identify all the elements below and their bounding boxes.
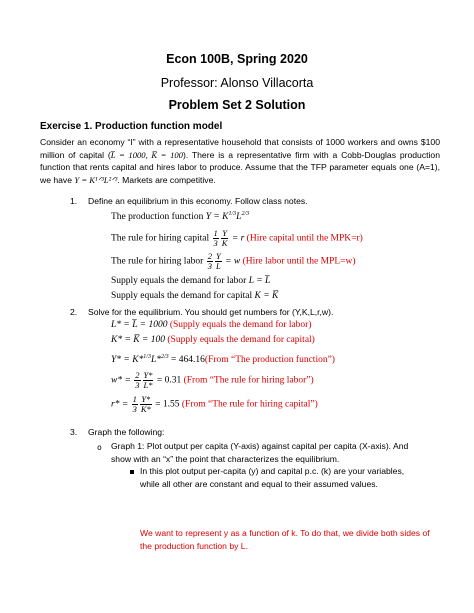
q2-e5-rhs: = 1.55 [155, 399, 180, 410]
q2-e5-lhs: r* = [111, 399, 129, 410]
q2-e3-exp2: 2/3 [161, 354, 169, 360]
q2-e5-note: (From “The rule for hiring capital”) [181, 399, 318, 410]
exercise-intro [40, 136, 440, 186]
q1-number: 1. [70, 196, 78, 206]
q3-subitem-line1: Graph 1: Plot output per capita (Y-axis) against capital per capita (X-axis). And [111, 441, 409, 451]
q2-e2-math: K* = K̅ = 100 [111, 335, 165, 345]
intro-text-b: ). There is a representative firm with a Cobb-Douglas production function that rents capital and hires labor to produce. Assume that the TFP parameter equals one (A=1), we have [40, 149, 440, 185]
q3-subitem [111, 440, 446, 465]
q2-e2-note: (Supply equals the demand for capital) [167, 335, 315, 345]
intro-math-endowments: L̅ = 1000, K̅ = 100 [110, 149, 183, 160]
q1-l5-label: Supply equals the demand for capital [111, 291, 253, 301]
q1-l3-note: (Hire labor until the MPL=w) [242, 256, 356, 267]
q2-e4-note: (From “The rule for hiring labor”) [183, 375, 314, 386]
intro-text-c: . Markets are competitive. [117, 174, 216, 185]
q2-eq-capital [111, 335, 315, 345]
q2-e5-frac2: $\frac{Y*}{K*}$ [140, 394, 151, 414]
q1-labor-market [111, 276, 270, 286]
q1-l5-math: K = K̅ [254, 291, 279, 301]
q1-rule-labor [111, 252, 356, 271]
q2-e4-rhs: = 0.31 [156, 375, 182, 386]
q1-l1-exp1: 1/3 [228, 211, 237, 217]
q1-production-function [111, 211, 249, 222]
intro-math-production: Y = K¹ᐟ³L²ᐟ³ [74, 174, 118, 185]
q3-bullet-line1: In this plot output per-capita (y) and capital p.c. (k) are your variables, [140, 466, 405, 476]
q2-number: 2. [70, 307, 78, 317]
q2-e3-math-c: = 464.16 [171, 355, 205, 366]
q1-l2-note: (Hire capital until the MPK=r) [246, 233, 363, 244]
q1-l1-math: Y = K [205, 212, 229, 223]
course-title: Econ 100B, Spring 2020 [166, 52, 308, 66]
q1-l1-l: L [236, 212, 242, 223]
q1-l1-label: The production function [111, 212, 204, 223]
q1-l2-eq: = r [231, 233, 245, 244]
q1-rule-capital [111, 229, 363, 248]
q1-l2-frac1: $\frac{1}{3}$ [213, 228, 218, 248]
q1-l4-math: L = L̅ [248, 276, 271, 286]
q1-l3-label: The rule for hiring labor [111, 256, 204, 267]
q2-e3-note: (From “The production function”) [204, 355, 335, 366]
exercise-heading: Exercise 1. Production function model [40, 121, 223, 132]
professor-line: Professor: Alonso Villacorta [160, 76, 314, 90]
q1-l2-label: The rule for hiring capital [111, 233, 210, 244]
q2-e3-exp1: 1/3 [143, 354, 151, 360]
q2-e4-lhs: w* = [111, 375, 131, 386]
q2-e5-frac1: $\frac{1}{3}$ [132, 394, 137, 414]
q1-l3-frac1: $\frac{2}{3}$ [207, 251, 212, 271]
q1-text: Define an equilibrium in this economy. Follow class notes. [88, 196, 308, 206]
q2-eq-wage [111, 371, 314, 390]
q2-e4-frac2: $\frac{Y*}{L*}$ [143, 370, 153, 390]
q1-l3-eq: = w [225, 256, 241, 267]
q3-number: 3. [70, 427, 78, 437]
square-bullet-icon [130, 470, 134, 474]
problem-set-title: Problem Set 2 Solution [168, 98, 306, 112]
q1-l4-label: Supply equals the demand for labor [111, 276, 247, 286]
q2-eq-output [111, 354, 335, 365]
q2-eq-labor [111, 320, 312, 330]
q3-bullet [140, 465, 450, 490]
circle-bullet-icon: o [97, 443, 102, 452]
q2-e4-frac1: $\frac{2}{3}$ [135, 370, 140, 390]
q1-l1-exp2: 2/3 [241, 211, 250, 217]
q3-bullet-line2: while all other are constant and equal to their assumed values. [140, 478, 378, 489]
q1-l3-frac2: $\frac{Y}{L}$ [215, 251, 221, 271]
q2-text: Solve for the equilibrium. You should get numbers for (Y,K,L,r,w). [88, 307, 334, 317]
red-annotation: We want to represent y as a function of k. To do that, we divide both sides of the production function by L. [140, 528, 430, 551]
q3-text: Graph the following: [88, 427, 165, 437]
q2-e1-note: (Supply equals the demand for labor) [169, 320, 312, 330]
q1-l2-frac2: $\frac{Y}{K}$ [221, 228, 228, 248]
q3-subitem-line2: show with an “x” the point that characterizes the equilibrium. [111, 453, 340, 464]
q2-eq-rental [111, 395, 318, 414]
q1-capital-market [111, 291, 278, 301]
q2-e3-math-a: Y* = K* [111, 355, 144, 366]
q2-e1-math: L* = L̅ = 1000 [111, 320, 168, 330]
intro-text-a: Consider an economy “I” with a representative household that consists of 1000 workers and owns $100 million of capital ( [40, 137, 440, 160]
q2-e3-math-b: L* [150, 355, 161, 366]
